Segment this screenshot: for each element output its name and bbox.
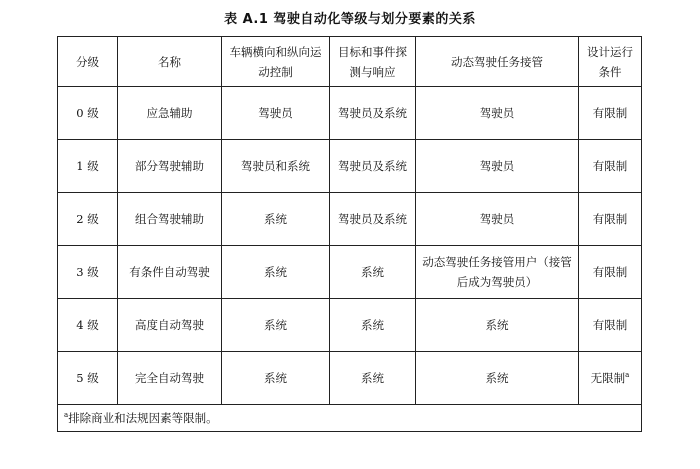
cell-odd: 有限制 bbox=[579, 246, 642, 299]
cell-level: 2 级 bbox=[58, 193, 118, 246]
cell-oedr: 驾驶员及系统 bbox=[330, 193, 416, 246]
cell-name: 应急辅助 bbox=[118, 87, 222, 140]
header-row bbox=[58, 37, 642, 87]
table-row bbox=[58, 352, 642, 405]
cell-oedr: 驾驶员及系统 bbox=[330, 87, 416, 140]
cell-name: 完全自动驾驶 bbox=[118, 352, 222, 405]
cell-name: 高度自动驾驶 bbox=[118, 299, 222, 352]
cell-oedr: 系统 bbox=[330, 299, 416, 352]
automation-levels-table bbox=[57, 36, 642, 432]
cell-ddt-fallback: 系统 bbox=[416, 299, 579, 352]
cell-odd: 有限制 bbox=[579, 299, 642, 352]
cell-level: 3 级 bbox=[58, 246, 118, 299]
header-motion-control: 车辆横向和纵向运动控制 bbox=[222, 37, 330, 87]
header-name: 名称 bbox=[118, 37, 222, 87]
cell-motion-control: 系统 bbox=[222, 299, 330, 352]
cell-oedr: 驾驶员及系统 bbox=[330, 140, 416, 193]
cell-ddt-fallback: 驾驶员 bbox=[416, 87, 579, 140]
cell-motion-control: 系统 bbox=[222, 193, 330, 246]
cell-ddt-fallback: 系统 bbox=[416, 352, 579, 405]
cell-level: 0 级 bbox=[58, 87, 118, 140]
cell-odd: 有限制 bbox=[579, 87, 642, 140]
cell-odd: 有限制 bbox=[579, 193, 642, 246]
footnote-cell bbox=[58, 405, 642, 432]
cell-level: 4 级 bbox=[58, 299, 118, 352]
cell-motion-control: 系统 bbox=[222, 352, 330, 405]
cell-ddt-fallback: 驾驶员 bbox=[416, 140, 579, 193]
footnote-marker: a bbox=[625, 371, 630, 380]
cell-motion-control: 驾驶员和系统 bbox=[222, 140, 330, 193]
footnote-row bbox=[58, 405, 642, 432]
cell-odd bbox=[579, 352, 642, 405]
cell-level: 1 级 bbox=[58, 140, 118, 193]
cell-level: 5 级 bbox=[58, 352, 118, 405]
table-row bbox=[58, 193, 642, 246]
header-odd: 设计运行条件 bbox=[579, 37, 642, 87]
cell-name: 部分驾驶辅助 bbox=[118, 140, 222, 193]
cell-ddt-fallback: 动态驾驶任务接管用户（接管后成为驾驶员） bbox=[416, 246, 579, 299]
cell-motion-control: 系统 bbox=[222, 246, 330, 299]
cell-odd: 有限制 bbox=[579, 140, 642, 193]
footnote-text: 排除商业和法规因素等限制。 bbox=[68, 411, 218, 425]
cell-ddt-fallback: 驾驶员 bbox=[416, 193, 579, 246]
cell-oedr: 系统 bbox=[330, 246, 416, 299]
table-row bbox=[58, 140, 642, 193]
cell-oedr: 系统 bbox=[330, 352, 416, 405]
cell-name: 有条件自动驾驶 bbox=[118, 246, 222, 299]
table-caption: 表 A.1 驾驶自动化等级与划分要素的关系 bbox=[224, 12, 476, 27]
header-ddt-fallback: 动态驾驶任务接管 bbox=[416, 37, 579, 87]
cell-odd-text: 无限制 bbox=[590, 371, 626, 385]
header-oedr: 目标和事件探测与响应 bbox=[330, 37, 416, 87]
table-row bbox=[58, 299, 642, 352]
footnote-marker: a bbox=[64, 411, 69, 420]
table-row bbox=[58, 246, 642, 299]
cell-name: 组合驾驶辅助 bbox=[118, 193, 222, 246]
cell-motion-control: 驾驶员 bbox=[222, 87, 330, 140]
header-level: 分级 bbox=[58, 37, 118, 87]
table-row bbox=[58, 87, 642, 140]
